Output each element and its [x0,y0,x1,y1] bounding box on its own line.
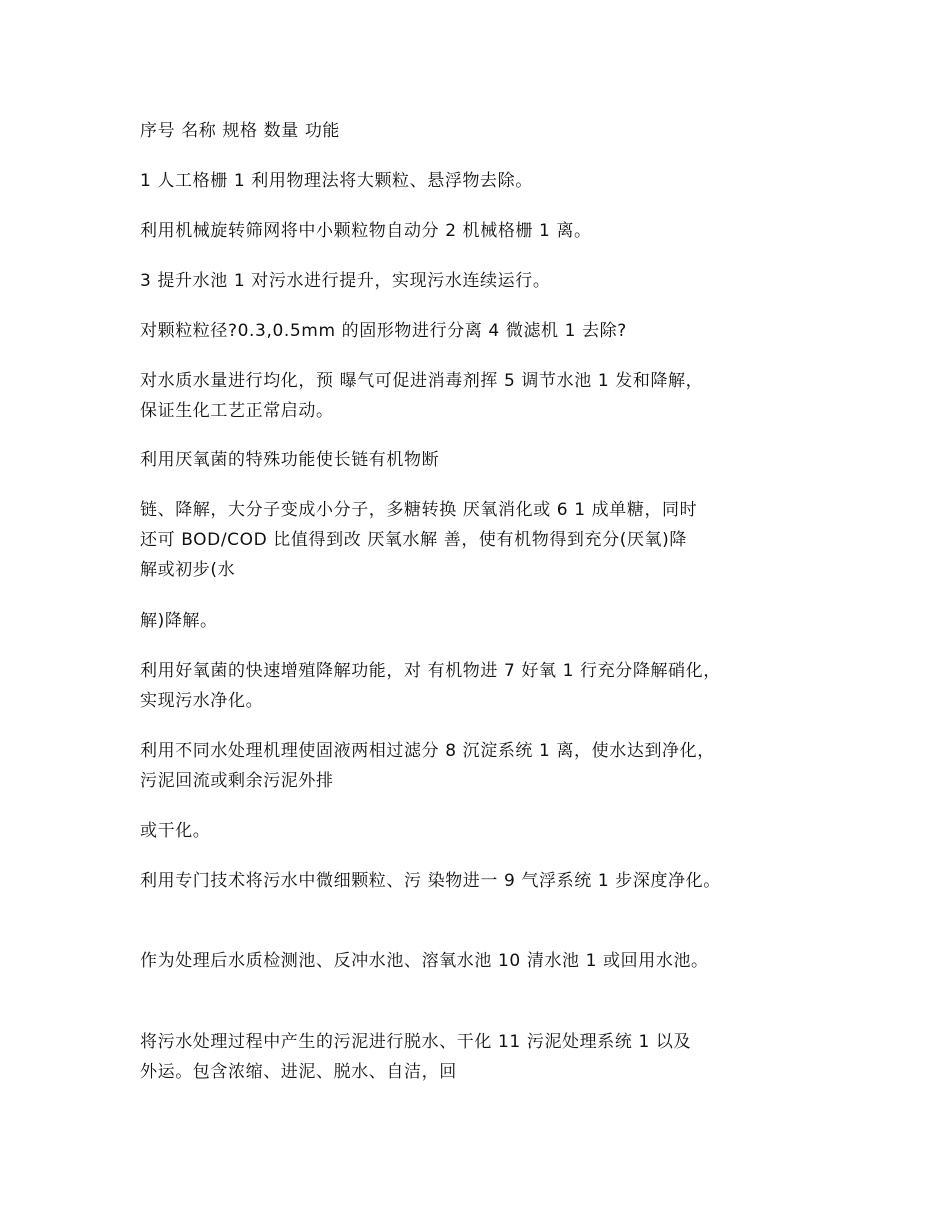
paragraph-item-6c [140,606,840,636]
text-line: 实现污水净化。 [140,691,264,711]
text-line: 利用不同水处理机理使固液两相过滤分 8 沉淀系统 1 离，使水达到净化， [140,741,715,761]
paragraph-item-1 [140,166,840,196]
text-line: 3 提升水池 1 对污水进行提升，实现污水连续运行。 [140,271,551,291]
text-line: 链、降解，大分子变成小分子，多糖转换 厌氧消化或 6 1 成单糖，同时 [140,500,698,520]
text-line: 将污水处理过程中产生的污泥进行脱水、干化 11 污泥处理系统 1 以及 [140,1032,692,1052]
paragraph-item-10 [140,946,840,976]
text-line: 序号 名称 规格 数量 功能 [140,121,341,141]
text-line: 利用好氧菌的快速增殖降解功能，对 有机物进 7 好氧 1 行充分降解硝化， [140,661,721,681]
paragraph-item-11 [140,1027,840,1087]
text-line: 解)降解。 [140,611,218,631]
paragraph-item-5 [140,366,840,426]
text-line: 利用厌氧菌的特殊功能使长链有机物断 [140,450,440,470]
text-line: 保证生化工艺正常启动。 [140,401,334,421]
paragraph-item-9 [140,866,840,896]
paragraph-item-8 [140,736,840,796]
paragraph-item-6a [140,445,840,475]
paragraph-item-7 [140,656,840,716]
paragraph-item-8b [140,816,840,846]
paragraph-header [140,116,840,146]
paragraph-item-6b [140,495,840,585]
text-line: 利用机械旋转筛网将中小颗粒物自动分 2 机械格栅 1 离。 [140,221,592,241]
text-line: 解或初步(水 [140,560,236,580]
text-line: 还可 BOD/COD 比值得到改 厌氧水解 善，使有机物得到充分(厌氧)降 [140,530,687,550]
text-line: 或干化。 [140,821,211,841]
text-line: 外运。包含浓缩、进泥、脱水、自洁，回 [140,1062,457,1082]
paragraph-item-3 [140,266,840,296]
text-line: 利用专门技术将污水中微细颗粒、污 染物进一 9 气浮系统 1 步深度净化。 [140,871,721,891]
text-line: 1 人工格栅 1 利用物理法将大颗粒、悬浮物去除。 [140,171,533,191]
text-line: 对水质水量进行均化，预 曝气可促进消毒剂挥 5 调节水池 1 发和降解， [140,371,704,391]
text-line: 对颗粒粒径?0.3,0.5mm 的固形物进行分离 4 微滤机 1 去除? [140,321,627,341]
text-line: 污泥回流或剩余污泥外排 [140,771,334,791]
text-line: 作为处理后水质检测池、反冲水池、溶氧水池 10 清水池 1 或回用水池。 [140,951,709,971]
paragraph-item-4 [140,316,840,346]
paragraph-item-2 [140,216,840,246]
